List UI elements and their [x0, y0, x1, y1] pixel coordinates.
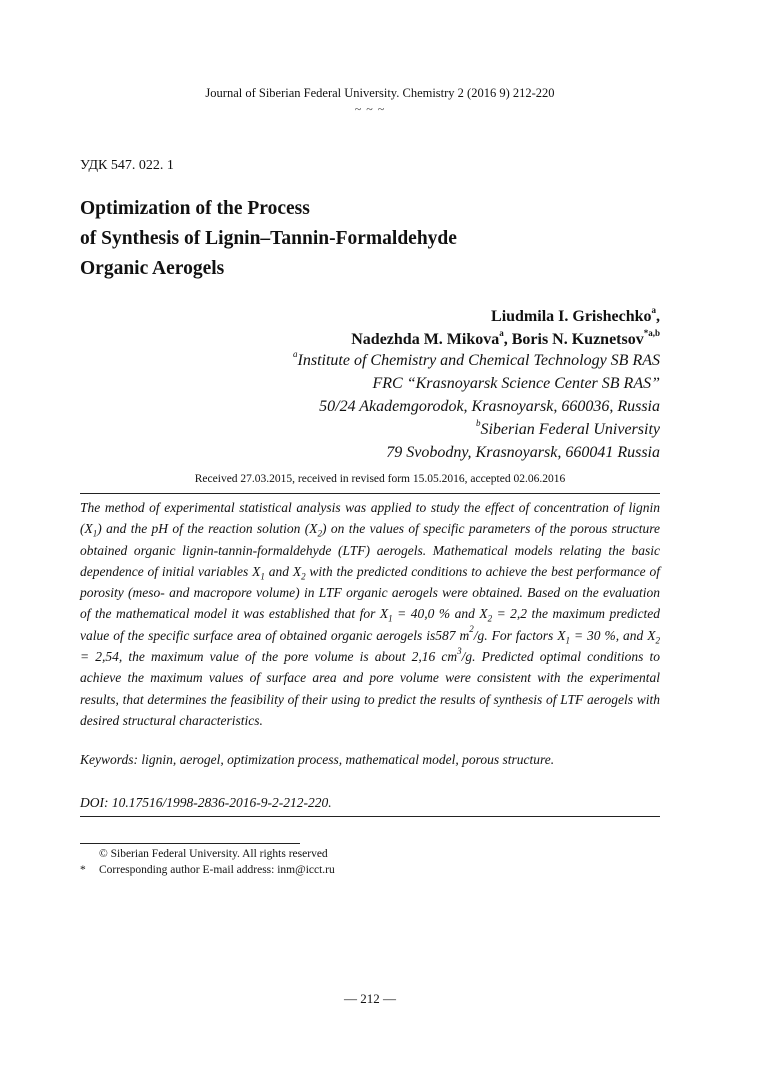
received-dates: Received 27.03.2015, received in revised form 15.05.2016, accepted 02.06.2016 [194, 473, 566, 485]
author-2-affil: a [499, 327, 504, 338]
abstract-text: = 2,2 the maximum predicted value of the specific surface area of obtained organic aerogels is587 m [80, 606, 660, 643]
abstract-top-rule [80, 493, 660, 494]
journal-header: Journal of Siberian Federal University. Chemistry 2 (2016 9) 212-220 [205, 86, 555, 100]
affiliation-a-line-1 [293, 349, 660, 372]
abstract-text: /g. Predicted optimal conditions to achieve the maximum values of surface area and pore volume were consistent with the experimental results, that determines the feasibility of their using to predict the results of synthesis of LTF aerogels with desired structural characteristics. [80, 649, 661, 728]
affiliation-a-text: Institute of Chemistry and Chemical Technology SB RAS [297, 352, 660, 369]
footnote-star: * [80, 864, 86, 876]
author-3-affil: *a,b [643, 327, 660, 338]
author-1: Liudmila I. Grishechko [491, 308, 652, 325]
udk-code: УДК 547. 022. 1 [80, 158, 174, 173]
subscript: 1 [565, 635, 570, 646]
title-line-3: Organic Aerogels [80, 258, 225, 279]
abstract-text: = 30 %, and X [569, 627, 656, 643]
superscript: 3 [457, 645, 462, 656]
abstract-text: with the predicted conditions to achieve the best performance of porosity (meso- and macropore volume) in LTF organic aerogels were obtained. Based on the evaluation of the mathematical model it was established that for X [80, 563, 660, 622]
abstract-text: /g. For factors X [473, 627, 566, 643]
keywords: Keywords: lignin, aerogel, optimization process, mathematical model, porous structure. [80, 752, 555, 767]
affiliation-b-text: Siberian Federal University [480, 421, 660, 438]
abstract-text: = 40,0 % and X [392, 606, 488, 622]
paper-title [80, 194, 600, 284]
author-3: Boris N. Kuznetsov [511, 331, 644, 348]
subscript: 1 [388, 614, 393, 625]
affiliation-b-line-1 [293, 418, 660, 441]
doi: DOI: 10.17516/1998-2836-2016-9-2-212-220. [80, 795, 332, 810]
author-1-affil: a [651, 304, 656, 315]
title-line-2: of Synthesis of Lignin–Tannin-Formaldehyde [80, 228, 457, 249]
corresponding-author-footnote: Corresponding author E-mail address: inm@icct.ru [99, 864, 335, 876]
affiliation-a-mark: a [293, 348, 298, 359]
subscript: 2 [317, 528, 323, 539]
author-2: Nadezhda M. Mikova [351, 331, 500, 348]
header-separator: ~ ~ ~ [354, 102, 386, 116]
author-separator: , [656, 308, 660, 325]
title-line-1: Optimization of the Process [80, 198, 310, 219]
author-line-1 [351, 305, 660, 328]
affiliations [293, 349, 660, 464]
superscript: 2 [469, 624, 474, 635]
subscript: 1 [260, 571, 265, 582]
subscript: 2 [301, 571, 306, 582]
copyright-footnote: © Siberian Federal University. All rights reserved [99, 848, 328, 860]
subscript: 2 [487, 614, 493, 625]
abstract-text: = 2,54, the maximum value of the pore volume is about 2,16 cm [80, 649, 458, 665]
abstract-bottom-rule [80, 816, 660, 817]
footnote-rule [80, 843, 300, 844]
subscript: 2 [655, 635, 661, 646]
page-number: — 212 — [344, 991, 396, 1006]
abstract-text: ) on the values of specific parameters of the porous structure obtained organic lignin-tannin-formaldehyde (LTF) aerogels. Mathematical models relating the basic dependence of initial variables X [80, 521, 660, 579]
abstract [80, 497, 660, 731]
abstract-text: and X [264, 563, 302, 579]
author-list [351, 305, 660, 351]
affiliation-a-line-2: FRC “Krasnoyarsk Science Center SB RAS” [372, 375, 660, 392]
author-line-2 [351, 328, 660, 351]
abstract-text: ) and the pH of the reaction solution (X [97, 521, 318, 537]
abstract-text: The method of experimental statistical analysis was applied to study the effect of concentration of lignin (X [80, 500, 660, 537]
affiliation-b-line-2: 79 Svobodny, Krasnoyarsk, 660041 Russia [386, 444, 660, 461]
subscript: 1 [92, 528, 98, 539]
author-separator: , [503, 331, 512, 348]
affiliation-a-line-3: 50/24 Akademgorodok, Krasnoyarsk, 660036, Russia [319, 398, 660, 415]
affiliation-b-mark: b [475, 417, 481, 428]
